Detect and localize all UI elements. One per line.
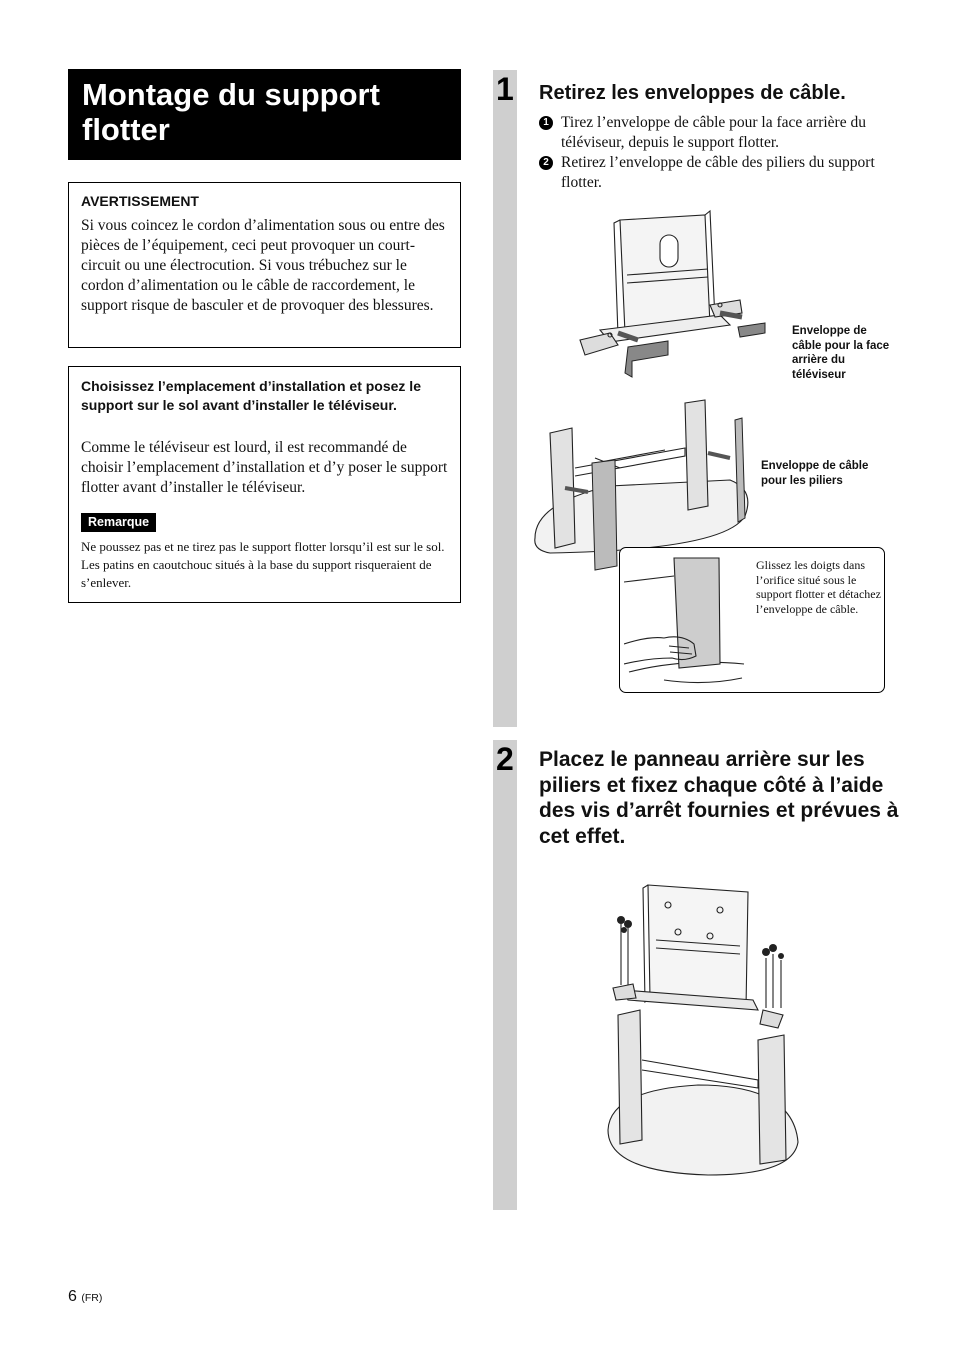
hand-detachment-illustration: [624, 554, 749, 688]
step2-heading: Placez le panneau arrière sur les piliers et fixez chaque côté à l’aide des vis d’arrêt fournies et prévues à cet effet.: [539, 748, 899, 848]
circled-number-2: 2: [539, 156, 553, 170]
back-panel-illustration: [570, 205, 790, 385]
note-badge: Remarque: [81, 513, 156, 532]
warning-box: [68, 182, 461, 348]
step1-number: 1: [496, 71, 514, 107]
page-number: [68, 1288, 102, 1306]
title-block: [68, 69, 461, 160]
note-text: Ne poussez pas et ne tirez pas le support flotter lorsqu’il est sur le sol. Les patins en caoutchouc situés à la base du support risqueraient de s’enlever.: [81, 539, 445, 590]
installation-heading: Choisissez l’emplacement d’installation et posez le support sur le sol avant d’installer le téléviseur.: [81, 378, 421, 413]
step2-bar: [493, 740, 517, 1210]
substep-2-text: Retirez l’enveloppe de câble des piliers du support flotter.: [561, 154, 875, 191]
callout-pillar-cable-cover: Enveloppe de câble pour les piliers: [761, 460, 869, 487]
step1-bar: [493, 70, 517, 727]
substep-2: [539, 153, 889, 193]
assembly-illustration: [598, 880, 804, 1180]
circled-number-1: 1: [539, 116, 553, 130]
warning-heading: AVERTISSEMENT: [81, 193, 199, 209]
inset-instruction-text: Glissez les doigts dans l’orifice situé sous le support flotter et détachez l’enveloppe de câble.: [756, 558, 881, 616]
substep-1-text: Tirez l’enveloppe de câble pour la face arrière du téléviseur, depuis le support flotter.: [561, 114, 866, 151]
installation-box: [68, 366, 461, 603]
installation-text: Comme le téléviseur est lourd, il est recommandé de choisir l’emplacement d’installation et d’y poser le support flotter avant d’installer le téléviseur.: [81, 439, 448, 496]
step2-number: 2: [496, 741, 514, 777]
warning-text: Si vous coincez le cordon d’alimentation sous ou entre des pièces de l’équipement, ceci peut provoquer un court-circuit ou une électrocution. Si vous trébuchez sur le cordon d’alimentation ou le câble de raccordement, le support risque de basculer et de provoquer des blessures.: [81, 217, 445, 314]
callout-tv-cable-cover: Enveloppe de câble pour la face arrière du téléviseur: [792, 325, 890, 381]
inset-detail-box: [619, 547, 885, 693]
page-number-value: 6: [68, 1288, 77, 1305]
page-language: (FR): [81, 1292, 103, 1304]
step1-heading: Retirez les enveloppes de câble.: [539, 82, 846, 104]
page-title: Montage du support flotter: [82, 77, 380, 147]
substep-1: [539, 113, 889, 153]
